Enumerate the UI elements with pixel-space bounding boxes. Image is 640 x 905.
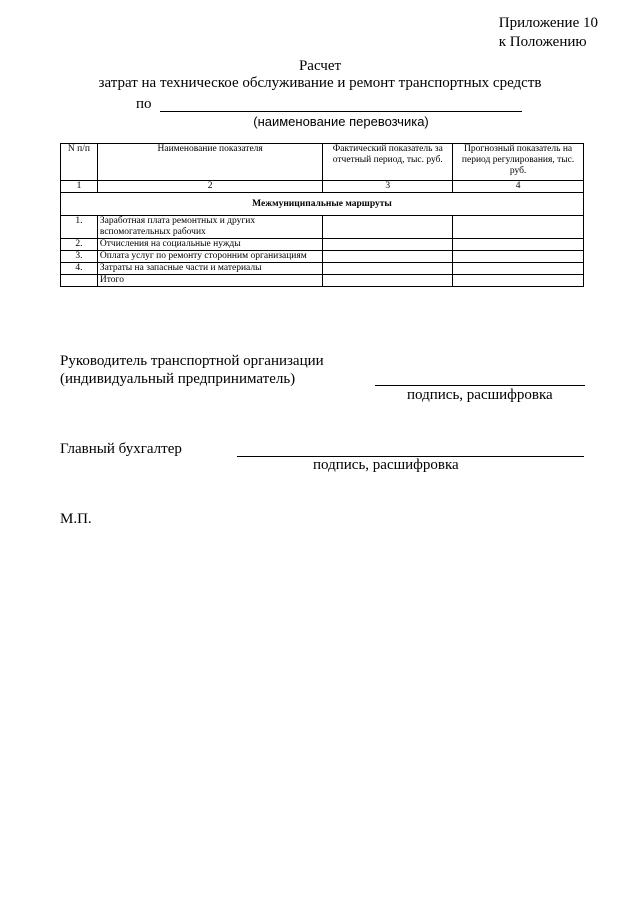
row-actual-cell[interactable] [323, 216, 453, 239]
head-signature-line[interactable] [375, 385, 585, 386]
head-title-line2: (индивидуальный предприниматель) [60, 371, 296, 387]
po-label: по [136, 96, 152, 112]
row-actual-cell[interactable] [323, 263, 453, 275]
carrier-caption: (наименование перевозчика) [253, 114, 429, 129]
appendix-number: Приложение 10 [498, 15, 598, 31]
stamp-place: М.П. [60, 511, 92, 527]
row-number [61, 275, 98, 287]
table-row [61, 216, 584, 239]
table-row [61, 263, 584, 275]
section-row [61, 193, 584, 216]
row-indicator: Итого [97, 275, 323, 287]
head-title [60, 352, 324, 388]
header-indicator-name: Наименование показателя [97, 144, 323, 181]
row-actual-cell[interactable] [323, 275, 453, 287]
row-forecast-cell[interactable] [453, 263, 584, 275]
header-actual-value: Фактический показатель за отчетный период, тыс. руб. [323, 144, 453, 181]
row-indicator: Оплата услуг по ремонту сторонним организациям [97, 251, 323, 263]
row-actual-cell[interactable] [323, 239, 453, 251]
row-forecast-cell[interactable] [453, 216, 584, 239]
row-indicator: Затраты на запасные части и материалы [97, 263, 323, 275]
row-number: 4. [61, 263, 98, 275]
row-indicator: Отчисления на социальные нужды [97, 239, 323, 251]
column-number-row [61, 181, 584, 193]
row-forecast-cell[interactable] [453, 251, 584, 263]
row-indicator: Заработная плата ремонтных и других вспомогательных рабочих [97, 216, 323, 239]
appendix-reference [499, 14, 598, 52]
document-subtitle: затрат на техническое обслуживание и ремонт транспортных средств [98, 75, 542, 91]
head-signature-caption: подпись, расшифровка [407, 387, 553, 403]
section-title: Межмуниципальные маршруты [61, 193, 584, 216]
total-row [61, 275, 584, 287]
carrier-name-line[interactable] [160, 111, 522, 112]
header-number: N п/п [61, 144, 98, 181]
row-number: 2. [61, 239, 98, 251]
row-number: 1. [61, 216, 98, 239]
accountant-signature-caption: подпись, расшифровка [313, 457, 459, 473]
row-number: 3. [61, 251, 98, 263]
header-forecast-value: Прогнозный показатель на период регулирования, тыс. руб. [453, 144, 584, 181]
table-row [61, 251, 584, 263]
row-actual-cell[interactable] [323, 251, 453, 263]
row-forecast-cell[interactable] [453, 239, 584, 251]
appendix-regulation: к Положению [498, 34, 587, 50]
table-row [61, 239, 584, 251]
column-number: 2 [97, 181, 323, 193]
column-number: 1 [61, 181, 98, 193]
head-title-line1: Руководитель транспортной организации [60, 353, 324, 369]
document-title: Расчет [298, 58, 342, 74]
table-header-row [61, 144, 584, 181]
cost-table [60, 143, 584, 287]
column-number: 3 [323, 181, 453, 193]
row-forecast-cell[interactable] [453, 275, 584, 287]
column-number: 4 [453, 181, 584, 193]
accountant-title: Главный бухгалтер [60, 441, 182, 457]
